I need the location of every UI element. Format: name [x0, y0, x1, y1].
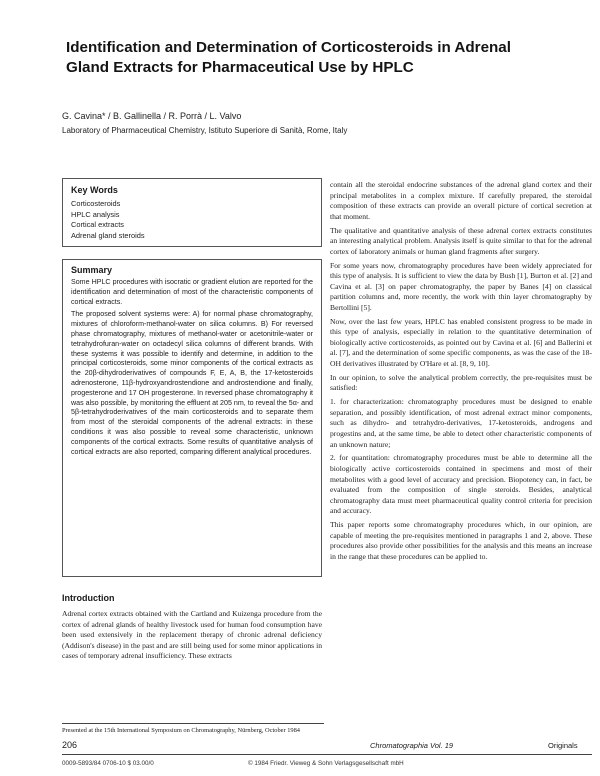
- body-paragraph: 2. for quantitation: chromatography procedures must be able to determine all the biologically active corticosteroids contained in specimens and most of their metabolites with a good level of accuracy and precision. Biopotency can, in fact, be evaluated from the composition of single steroids. Besides, analytical chromatography data must meet pharmaceutical quality control criteria for precision and accuracy.: [330, 453, 592, 516]
- introduction-heading: Introduction: [62, 593, 115, 603]
- body-paragraph: 1. for characterization: chromatography procedures must be designed to enable separation, and possibly identification, of most adrenal extract minor components, such as dihydro- and tetrahydro-derivatives, 17-ketosteroids, androgens and progestins and, at the same time, be able to detect other characteristic components of an unknown nature;: [330, 397, 592, 449]
- author-list: G. Cavina* / B. Gallinella / R. Porrà / L. Valvo: [62, 111, 242, 121]
- summary-paragraph: Some HPLC procedures with isocratic or gradient elution are reported for the identification and determination of most of the characteristic components of cortical extracts.: [71, 278, 313, 306]
- keyword-item: Corticosteroids: [71, 199, 121, 208]
- body-paragraph: For some years now, chromatography procedures have been widely appreciated for this type of analysis. It is sufficient to view the data by Bush [1], Burton et al. [2] and Cavina et al. [3] on paper chromatography, the paper by Banes [4] on classical partition columns and, more recently, the work with thin layer chromatography by Bertollini [5].: [330, 260, 592, 312]
- keyword-item: HPLC analysis: [71, 209, 120, 219]
- footer-divider: [62, 754, 592, 755]
- body-paragraph: contain all the steroidal endocrine substances of the adrenal gland cortex and their principal metabolites in a complex mixture. If carefully prepared, the steroidal composition of these extracts can provide an overall picture of cortical secretion at that moment.: [330, 180, 592, 221]
- introduction-paragraph: Adrenal cortex extracts obtained with the Cartland and Kuizenga procedure from the cortex of adrenal glands of healthy livestock used for human food consumption have been used extensively in the replacement therapy of chronic adrenal deficiency (Addison's disease) in the past and are still being used for some minor applications in cases of temporary adrenal insufficiency. These extracts: [62, 609, 322, 661]
- body-paragraph: The qualitative and quantitative analysis of these adrenal cortex extracts constitutes an interesting analytical problem. Analysis itself is quite similar to that for the adrenal cortex of laboratory animals or human gland fragments after surgery.: [330, 225, 592, 256]
- copyright-notice: © 1984 Friedr. Vieweg & Sohn Verlagsgesellschaft mbH: [248, 760, 404, 767]
- article-title: Identification and Determination of Corticosteroids in Adrenal Gland Extracts for Pharmaceutical Use by HPLC: [66, 39, 511, 76]
- keywords-box: [62, 178, 322, 247]
- footnote: Presented at the 15th International Symposium on Chromatography, Nürnberg, October 1984: [62, 727, 301, 734]
- journal-name: Chromatographia Vol. 19: [370, 741, 454, 750]
- keyword-item: Cortical extracts: [71, 220, 124, 230]
- body-paragraph: This paper reports some chromatography procedures which, in our opinion, are capable of meeting the pre-requisites mentioned in paragraphs 1 and 2, above. These procedures also provide other possibilities for the analysis and this means an increase in the range that these procedures can be applied to.: [330, 520, 592, 561]
- keyword-item: Adrenal gland steroids: [71, 230, 145, 240]
- body-paragraph: Now, over the last few years, HPLC has enabled consistent progress to be made in this type of analysis, especially in relation to the quantitative determination of biologically active corticosteroids, as pointed out by Cavina et al. [6] and Ballerini et al. [7], and the determination of some specific components, as was the case of the 18-OH derivatives illustrated by O'Hare et al. [8, 9, 10].: [330, 316, 592, 369]
- article-code: 0009-5893/84 0706-10 $ 03.00/0: [62, 760, 154, 767]
- summary-heading: Summary: [71, 265, 113, 275]
- body-paragraph: In our opinion, to solve the analytical problem correctly, the pre-requisites must be satisfied:: [330, 372, 592, 393]
- page-number: 206: [62, 740, 78, 750]
- section-label: Originals: [548, 741, 578, 750]
- keywords-heading: Key Words: [71, 185, 118, 195]
- summary-box: [62, 259, 322, 577]
- footnote-divider: [62, 723, 324, 724]
- summary-paragraph: The proposed solvent systems were: A) for normal phase chromatography, mixtures of chloroform-methanol-water on silica columns. B) For reversed phase chromatography, mixtures of methanol-water or acetonitrile-water or tetrahydrofuran-water on octadecyl silica columns of different brands. With these systems it was possible to identify and determine, in addition to the principal corticosteroids, some minor components of the cortical extracts as the 20β-dihydroderivatives of compounds F, E, A, B, the 17-ketosteroids adrenosterone, 11β-hydroxyandrostendione and androstendione and finally, progesterone and 17 OH progesterone. In reversed phase chromatography it was also possible, by monitoring the effluent at 205 nm, to reveal the 5α- and 5β-tetrahydroderivatives of the main corticosteroids and to separate them from most of the steroidal components of the adrenal extracts: in these conditions it was also possible to reveal some characteristic, unknown components of the cortical extracts. Some results of quantitative analysis of cortical extracts are also reported, comparing different analytical procedures.: [71, 310, 313, 456]
- right-column: [330, 180, 592, 566]
- affiliation: Laboratory of Pharmaceutical Chemistry, Istituto Superiore di Sanità, Rome, Italy: [62, 126, 348, 135]
